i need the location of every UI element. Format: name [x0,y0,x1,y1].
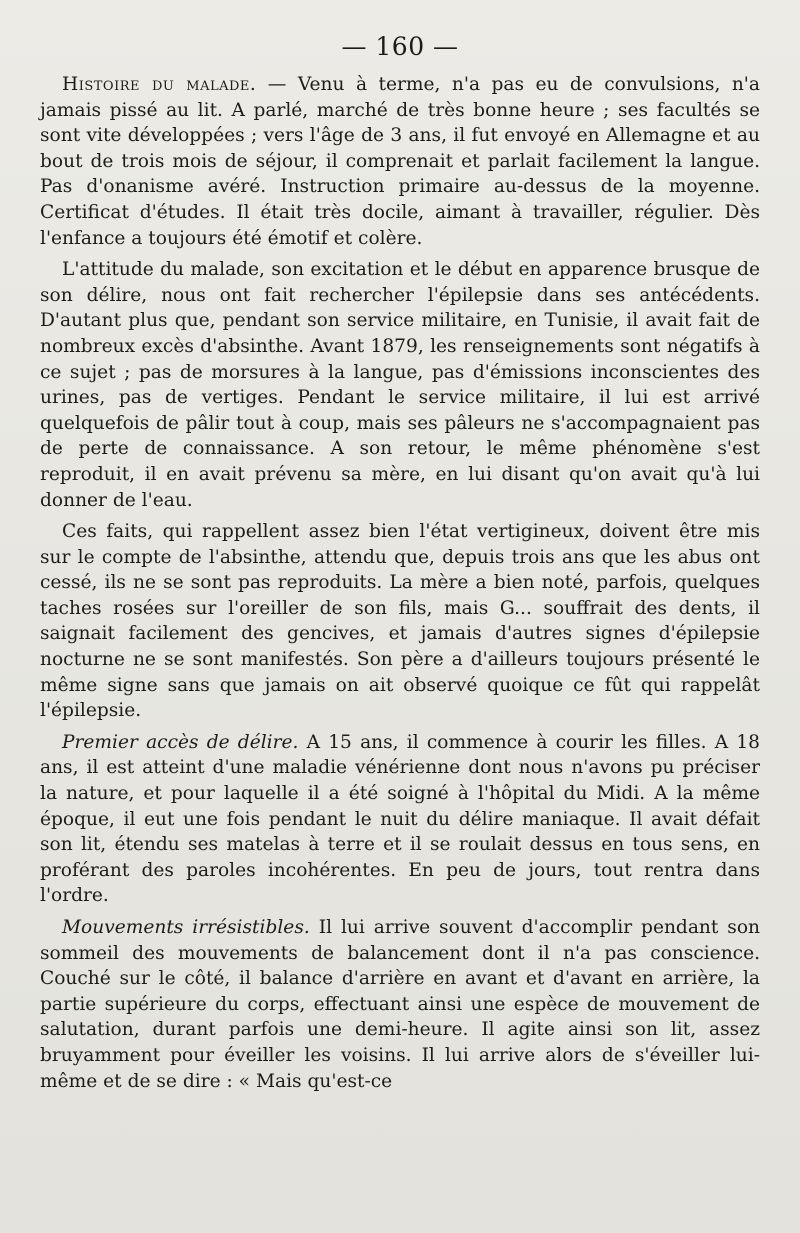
paragraph-irresistible-movements [40,915,760,1094]
paragraph-text: A 15 ans, il commence à courir les filles. A 18 ans, il est atteint d'une maladie vénérienne dont nous n'avons pu préciser la nature, et pour laquelle il a été soigné à l'hôpital du Midi. A la même époque, il eut une fois pendant le nuit du délire maniaque. Il avait défait son lit, étendu ses matelas à terre et il se roulait dessus en tous sens, en proférant des paroles incohérentes. En peu de jours, tout rentra dans l'ordre. [40,731,761,907]
paragraph-text: — Venu à terme, n'a pas eu de convulsions, n'a jamais pissé au lit. A parlé, marché de très bonne heure ; ses facultés se sont vite développées ; vers l'âge de 3 ans, il fut envoyé en Allemagne et au bout de trois mois de séjour, il comprenait et parlait facilement la langue. Pas d'onanisme avéré. Instruction primaire au-dessus de la moyenne. Certificat d'études. Il était très docile, aimant à travailler, régulier. Dès l'enfance a toujours été émotif et colère. [40,74,760,249]
page-number: — 160 — [341,32,459,61]
paragraph-first-delirium [40,730,760,909]
paragraph-epilepsy-search [40,257,760,513]
section-lead-movements: Mouvements irrésistibles. [62,917,310,938]
section-lead-history: Histoire du malade. [62,74,257,95]
paragraph-text: Il lui arrive souvent d'accomplir pendant son sommeil des mouvements de balancement dont il n'a pas conscience. Couché sur le côté, il balance d'arrière en avant et d'avant en arrière, la partie supérieure du corps, effectuant ainsi une espèce de mouvement de salutation, durant parfois une demi-heure. Il agite ainsi son lit, assez bruyamment pour éveiller les voisins. Il lui arrive alors de s'éveiller lui-même et de se dire : « Mais qu'est-ce [40,917,761,1092]
paragraph-text: L'attitude du malade, son excitation et le début en apparence brusque de son délire, nous ont fait rechercher l'épilepsie dans ses antécédents. D'autant plus que, pendant son service militaire, en Tunisie, il avait fait de nombreux excès d'absinthe. Avant 1879, les renseignements sont négatifs à ce sujet ; pas de morsures à la langue, pas d'émissions inconscientes des urines, pas de vertiges. Pendant le service militaire, il lui est arrivé quelquefois de pâlir tout à coup, mais ses pâleurs ne s'accompagnaient pas de perte de connaissance. A son retour, le même phénomène s'est reproduit, il en avait prévenu sa mère, en lui disant qu'on avait qu'à lui donner de l'eau. [40,259,760,511]
paragraph-history [40,72,760,251]
body-text [40,72,760,1094]
section-lead-first-delirium: Premier accès de délire. [62,731,299,753]
paragraph-absinthe [40,519,760,724]
paragraph-text: Ces faits, qui rappellent assez bien l'état vertigineux, doivent être mis sur le compte de l'absinthe, attendu que, depuis trois ans que les abus ont cessé, ils ne se sont pas reproduits. La mère a bien noté, parfois, quelques taches rosées sur l'oreiller de son fils, mais G... souffrait des dents, il saignait facilement des gencives, et jamais d'autres signes d'épilepsie nocturne ne se sont manifestés. Son père a d'ailleurs toujours présenté le même signe sans que jamais on ait observé quoique ce fût qui rappelât l'épilepsie. [40,521,760,722]
